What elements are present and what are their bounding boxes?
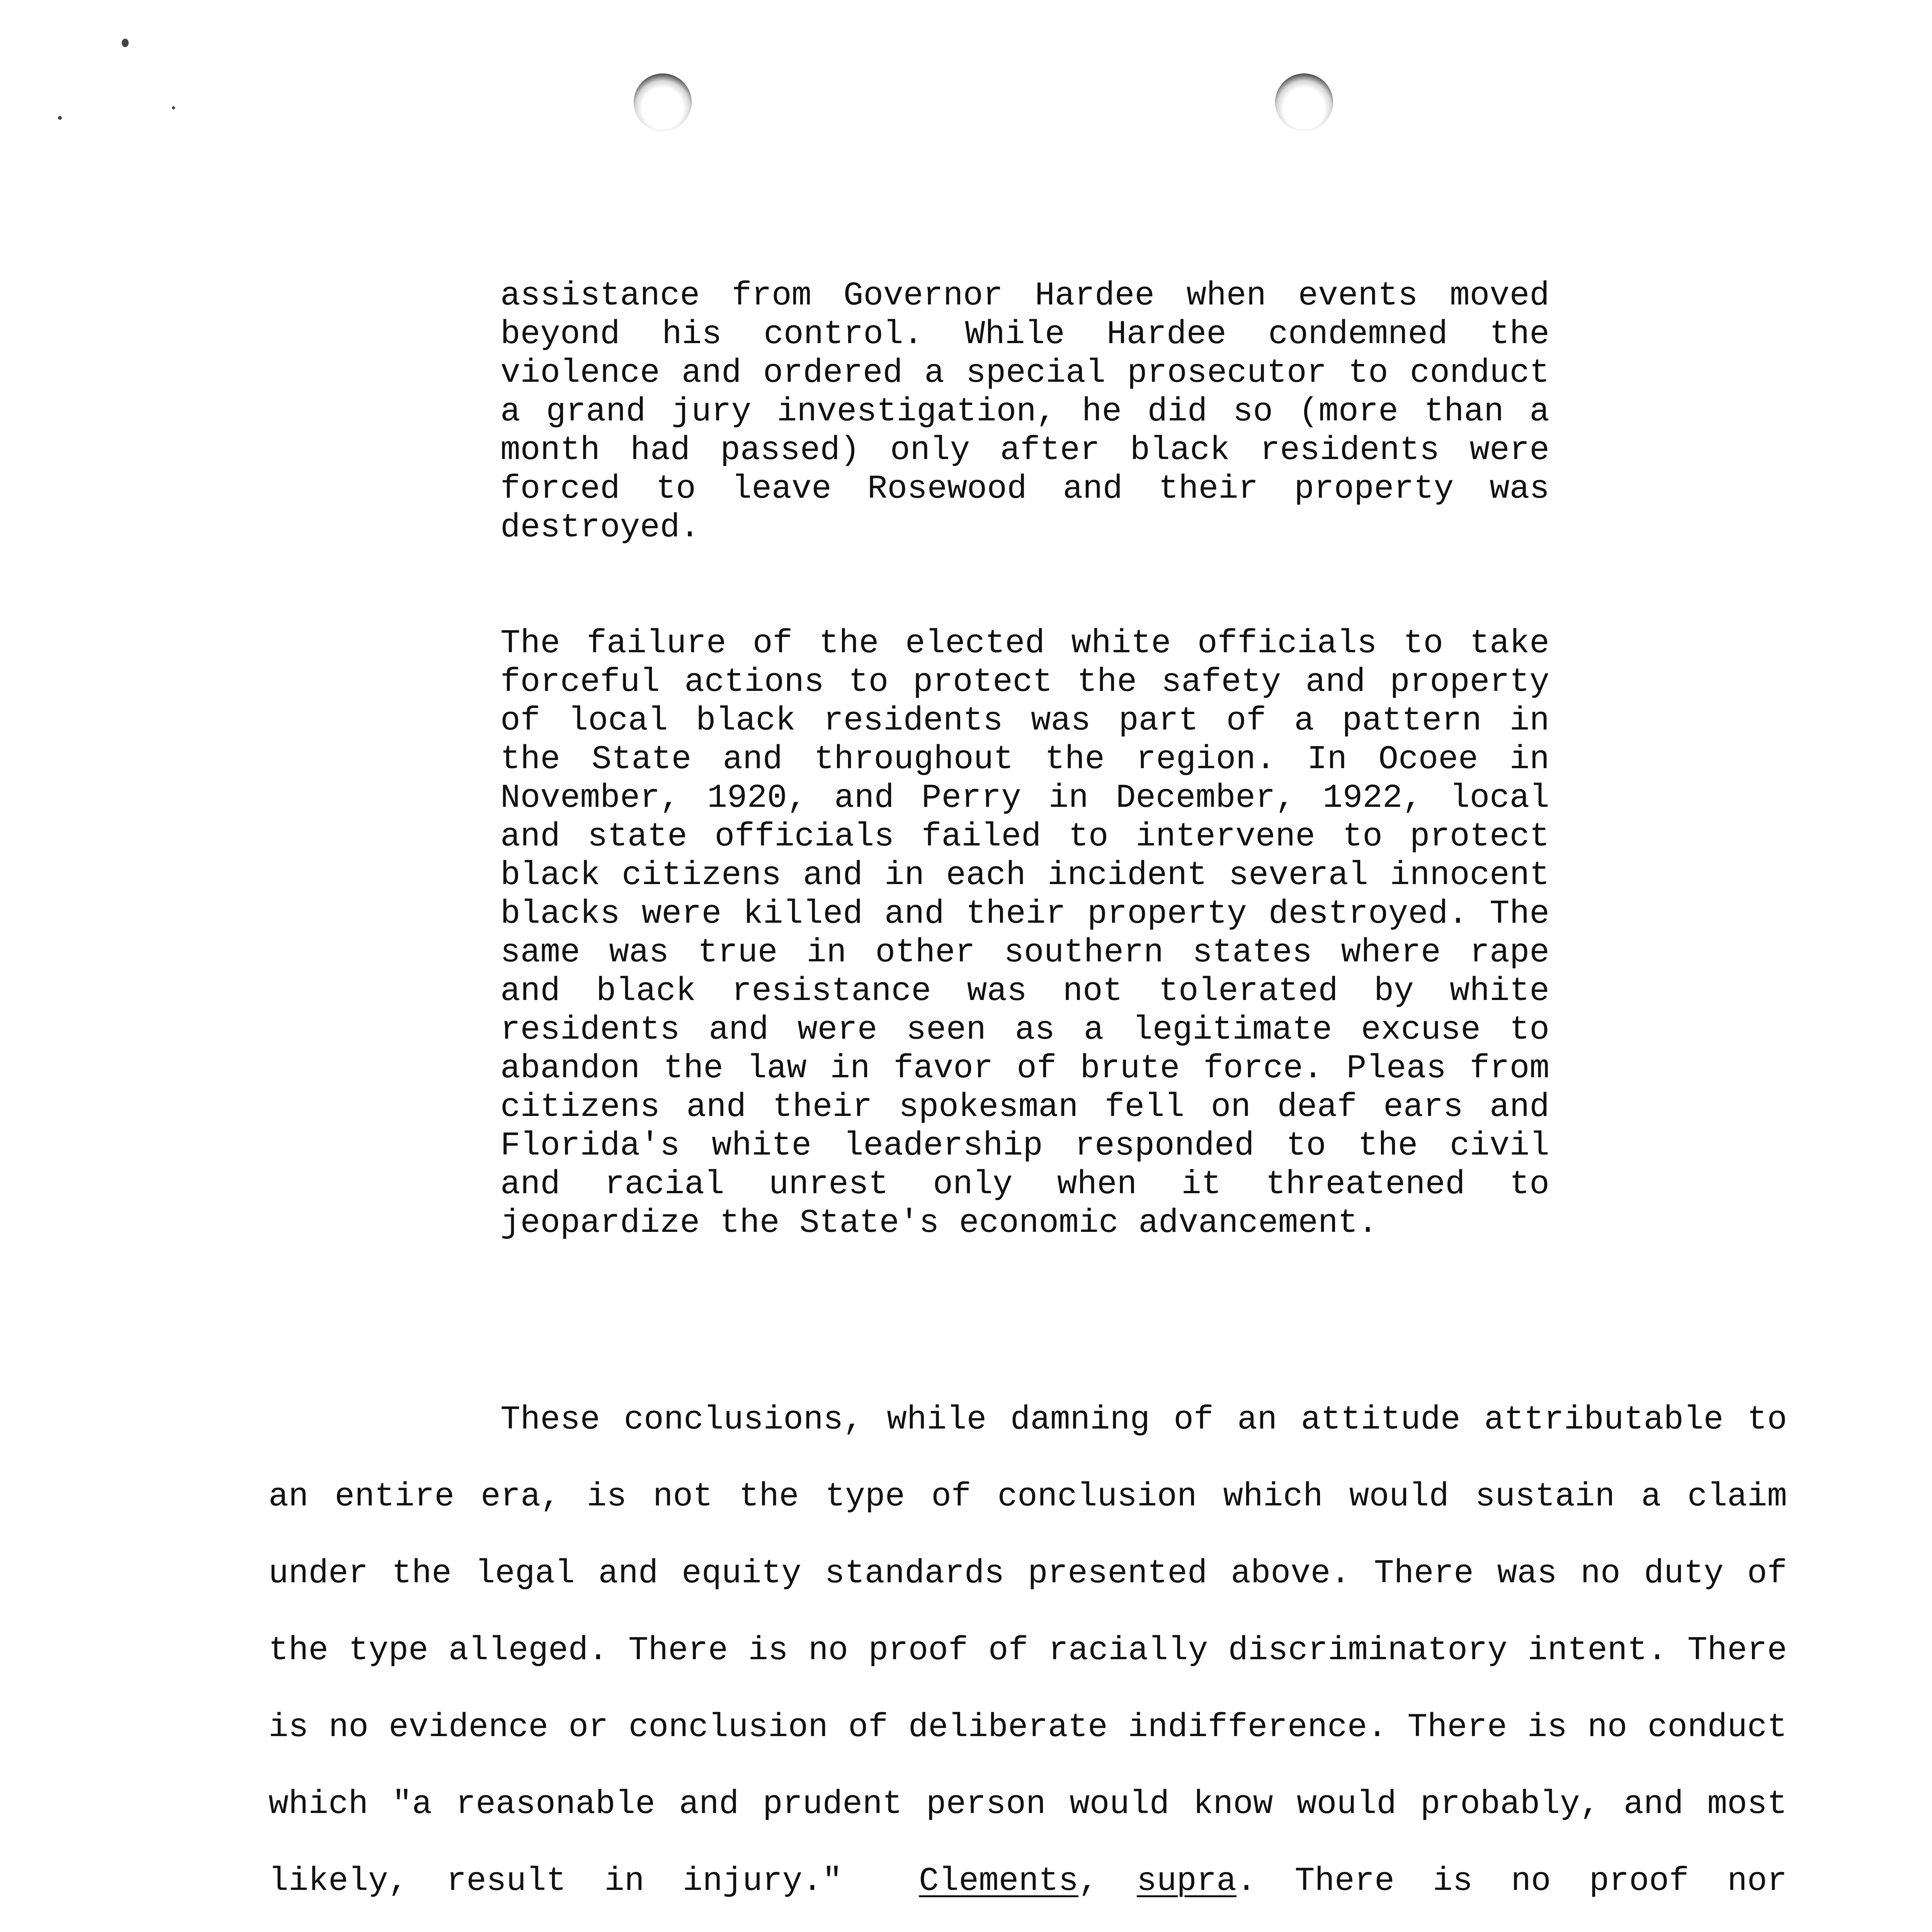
citation-supra: supra [1136,1862,1236,1900]
citation-separator: , [1078,1862,1137,1900]
citation-case-name: Clements [919,1862,1079,1900]
block-quote-paragraph-2: The failure of the elected white officials to take forceful actions to protect the safety and property of local black residents was part of a pattern in the State and throughout the region. In Ocoee in November, 1920, and Perry in December, 1922, local and state officials failed to intervene to protect black citizens and in each incident several innocent blacks were killed and their property destroyed. The same was true in other southern states where rape and black resistance was not tolerated by white residents and were seen as a legitimate excuse to abandon the law in favor of brute force. Pleas from citizens and their spokesman fell on deaf ears and Florida's white leadership responded to the civil and racial unrest only when it threatened to jeopardize the State's economic advancement. [500,624,1549,1242]
body-text-before-citation: These conclusions, while damning of an attitude attributable to an entire era, is not the type of conclusion which would sustain a claim under the legal and equity standards presented above. There was no duty of the type alleged. There is no proof of racially discriminatory intent. There is no evidence or conclusion of deliberate indifference. There is no conduct which "a reasonable and prudent person would know would probably, and most likely, result in injury." [269,1401,1787,1900]
body-text-after-citation: There is no proof nor [1294,1862,1787,1900]
scan-speck [58,116,62,120]
scan-speck [122,39,129,47]
citation-end: . [1236,1862,1257,1900]
body-paragraph [269,1381,1787,1932]
scan-speck [172,106,175,109]
binder-punch-hole-right [1275,73,1333,131]
binder-punch-hole-left [634,73,692,131]
block-quote-paragraph-1: assistance from Governor Hardee when events moved beyond his control. While Hardee condemned the violence and ordered a special prosecutor to conduct a grand jury investigation, he did so (more than a month had passed) only after black residents were forced to leave Rosewood and their property was destroyed. [500,277,1549,546]
